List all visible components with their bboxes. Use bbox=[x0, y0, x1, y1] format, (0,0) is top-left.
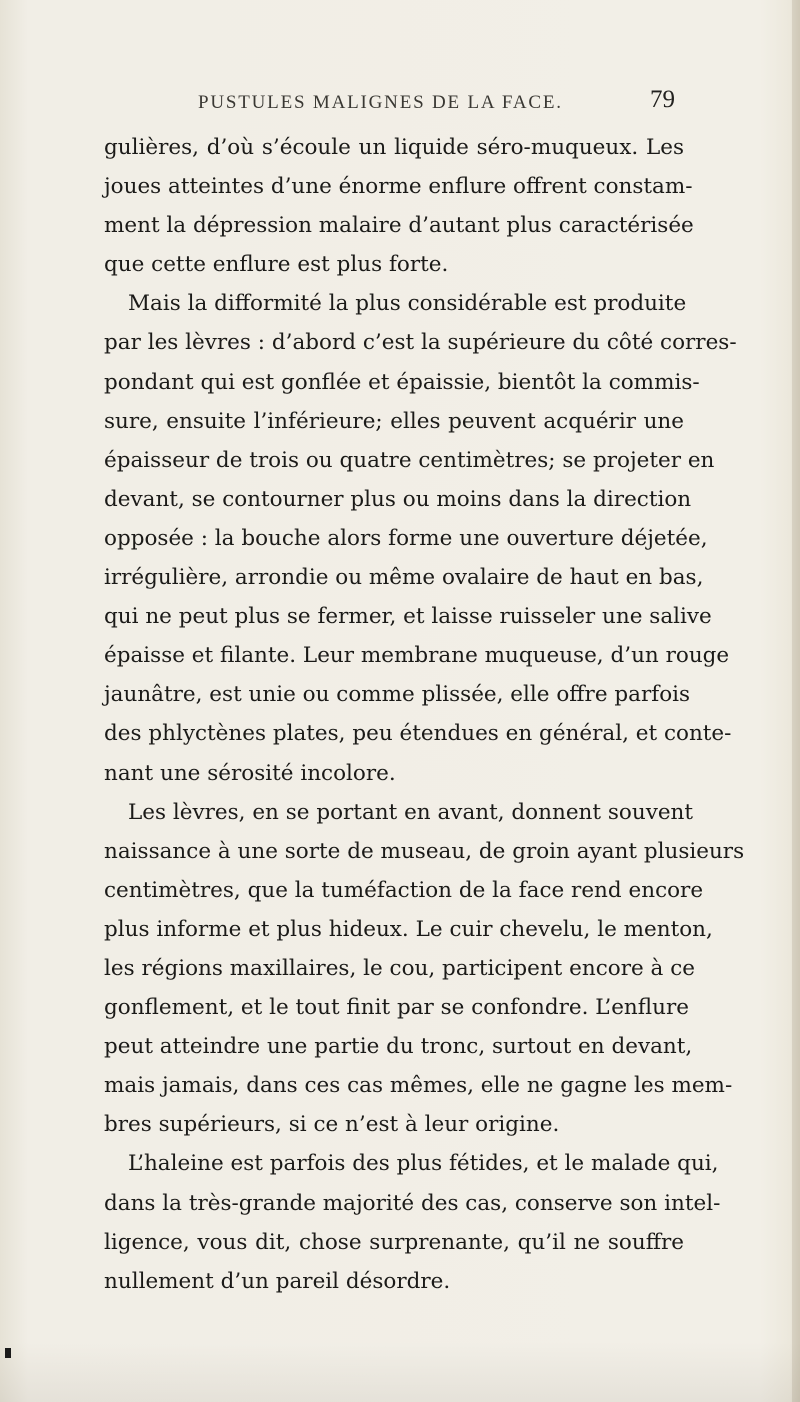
text-line: qui ne peut plus se fermer, et laisse ruisseler une salive bbox=[104, 604, 712, 630]
text-line: par les lèvres : d’abord c’est la supérieure du côté corres- bbox=[104, 330, 737, 356]
text-line: pondant qui est gonflée et épaissie, bientôt la commis- bbox=[104, 369, 700, 395]
ink-mark bbox=[5, 1348, 11, 1358]
text-line: opposée : la bouche alors forme une ouverture déjetée, bbox=[104, 525, 708, 551]
text-line: épaisseur de trois ou quatre centimètres; se projeter en bbox=[104, 447, 715, 473]
text-line: naissance à une sorte de museau, de groin ayant plusieurs bbox=[104, 838, 745, 864]
running-head: PUSTULES MALIGNES DE LA FACE. bbox=[198, 92, 563, 113]
text-line: bres supérieurs, si ce n’est à leur origine. bbox=[104, 1112, 560, 1138]
text-line: gonflement, et le tout finit par se confondre. L’enflure bbox=[104, 995, 689, 1021]
text-line: devant, se contourner plus ou moins dans la direction bbox=[104, 486, 692, 512]
text-line: les régions maxillaires, le cou, participent encore à ce bbox=[104, 955, 695, 981]
text-line: que cette enflure est plus forte. bbox=[104, 252, 449, 278]
text-line: plus informe et plus hideux. Le cuir chevelu, le menton, bbox=[104, 916, 713, 942]
text-line: centimètres, que la tuméfaction de la face rend encore bbox=[104, 877, 704, 903]
page-number: 79 bbox=[650, 86, 675, 113]
text-line: dans la très-grande majorité des cas, conserve son intel- bbox=[104, 1190, 721, 1216]
page-header bbox=[0, 86, 800, 130]
text-line: ment la dépression malaire d’autant plus caractérisée bbox=[104, 213, 694, 239]
body-text bbox=[104, 128, 745, 1301]
text-line: L’haleine est parfois des plus fétides, et le malade qui, bbox=[128, 1151, 719, 1177]
text-line: des phlyctènes plates, peu étendues en général, et conte- bbox=[104, 721, 732, 747]
text-line: mais jamais, dans ces cas mêmes, elle ne gagne les mem- bbox=[104, 1073, 733, 1099]
text-line: Les lèvres, en se portant en avant, donnent souvent bbox=[128, 799, 694, 825]
text-line: irrégulière, arrondie ou même ovalaire de haut en bas, bbox=[104, 565, 704, 591]
text-line: nullement d’un pareil désordre. bbox=[104, 1268, 451, 1294]
page-shadow bbox=[0, 1342, 800, 1402]
page-edge bbox=[792, 0, 800, 1402]
text-line: gulières, d’où s’écoule un liquide séro-muqueux. Les bbox=[104, 135, 684, 160]
text-line: joues atteintes d’une énorme enflure offrent constam- bbox=[104, 174, 693, 200]
text-line: Mais la difformité la plus considérable est produite bbox=[128, 291, 687, 317]
text-line: épaisse et filante. Leur membrane muqueuse, d’un rouge bbox=[104, 643, 730, 669]
text-line: nant une sérosité incolore. bbox=[104, 760, 396, 786]
text-line: jaunâtre, est unie ou comme plissée, elle offre parfois bbox=[104, 682, 691, 708]
text-line: ligence, vous dit, chose surprenante, qu’il ne souffre bbox=[104, 1229, 684, 1255]
text-line: peut atteindre une partie du tronc, surtout en devant, bbox=[104, 1034, 693, 1060]
text-line: sure, ensuite l’inférieure; elles peuvent acquérir une bbox=[104, 408, 684, 434]
